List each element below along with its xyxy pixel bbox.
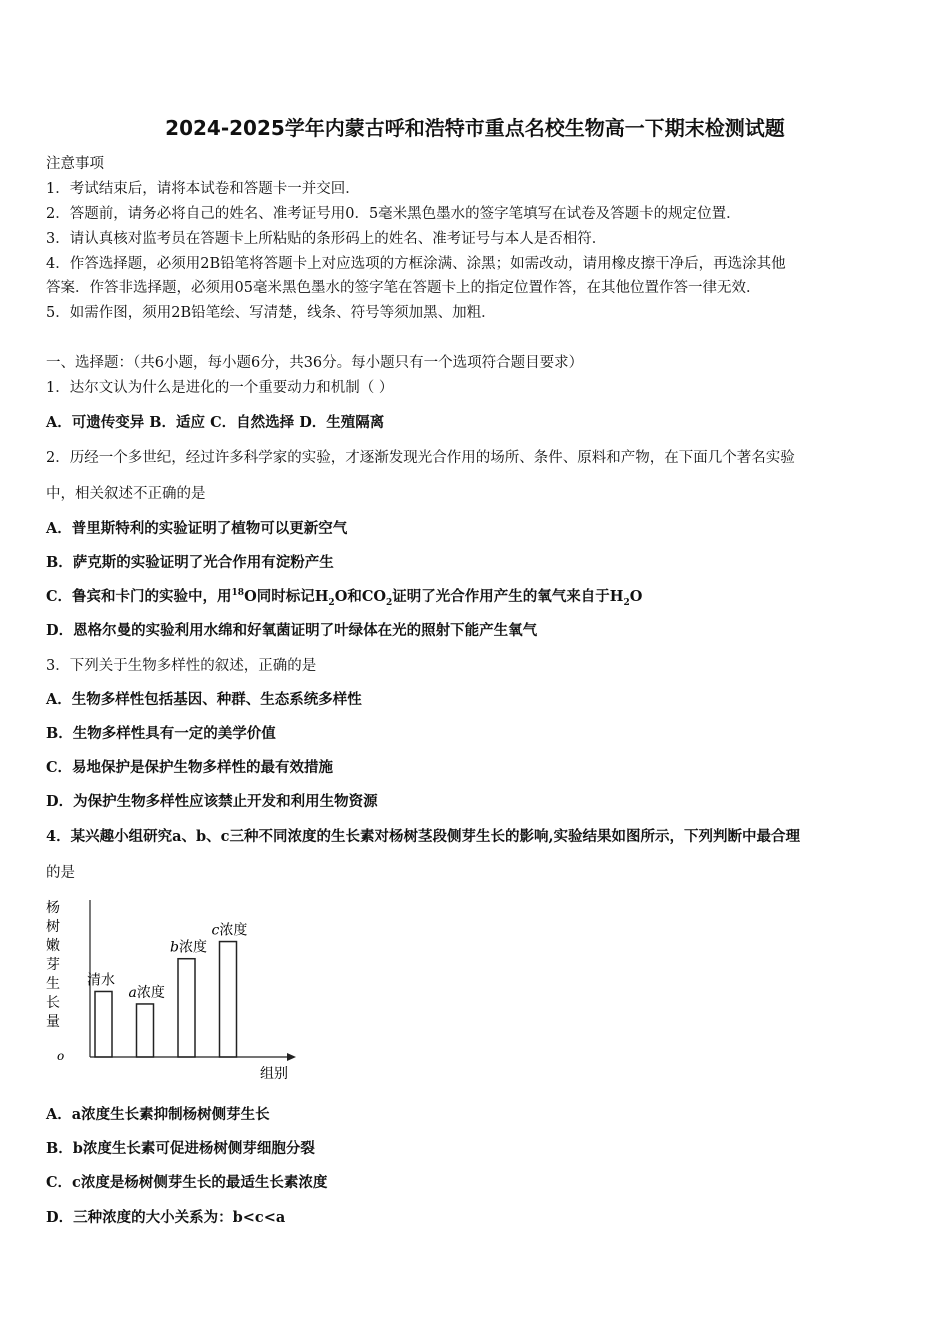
q3-option-a: A．生物多样性包括基因、种群、生态系统多样性 bbox=[46, 691, 362, 708]
y-label-char: 杨 bbox=[46, 900, 60, 916]
notice-heading: 注意事项 bbox=[46, 156, 104, 172]
y-label-char: 嫩 bbox=[46, 938, 60, 954]
q4-stem-cont: 的是 bbox=[46, 865, 75, 881]
q2-option-a: A．普里斯特利的实验证明了植物可以更新空气 bbox=[46, 520, 348, 537]
section-heading: 一、选择题：（共6小题，每小题6分，共36分。每小题只有一个选项符合题目要求） bbox=[46, 355, 584, 371]
bar-1 bbox=[95, 991, 112, 1057]
bar-3 bbox=[178, 959, 195, 1057]
bar-label-2: a浓度 bbox=[128, 984, 165, 1001]
y-axis-label bbox=[46, 899, 60, 1030]
notice-item-4-cont: 答案．作答非选择题，必须用05毫米黑色墨水的签字笔在答题卡上的指定位置作答，在其他位置作答一律无效． bbox=[46, 280, 761, 296]
bars bbox=[87, 922, 247, 1057]
bar-chart bbox=[44, 892, 304, 1087]
page-title: 2024-2025学年内蒙古呼和浩特市重点名校生物高一下期末检测试题 bbox=[165, 116, 785, 140]
q2-stem-cont: 中，相关叙述不正确的是 bbox=[46, 486, 206, 502]
x-axis-label: 组别 bbox=[260, 1066, 288, 1082]
bar-label-1: 清水 bbox=[87, 972, 115, 989]
q2-option-c: C．鲁宾和卡门的实验中，用$^{18}$O同时标记$H_2O$和$CO_2$证明了光合作用产生的氧气来自于$H_2O$ bbox=[46, 588, 643, 608]
bar-label-3: b浓度 bbox=[170, 939, 207, 956]
notice-item-1: 1．考试结束后，请将本试卷和答题卡一并交回． bbox=[46, 181, 360, 197]
q3-stem: 3．下列关于生物多样性的叙述，正确的是 bbox=[46, 658, 317, 674]
q3-option-d: D．为保护生物多样性应该禁止开发和利用生物资源 bbox=[46, 793, 378, 810]
bar-label-4: c浓度 bbox=[211, 922, 248, 939]
y-label-char: 长 bbox=[46, 995, 60, 1011]
q1-stem: 1．达尔文认为什么是进化的一个重要动力和机制（ ） bbox=[46, 380, 394, 396]
y-label-char: 树 bbox=[46, 919, 60, 935]
notice-item-2: 2．答题前，请务必将自己的姓名、准考证号用0．5毫米黑色墨水的签字笔填写在试卷及答题卡的规定位置． bbox=[46, 206, 741, 222]
y-label-char: 芽 bbox=[46, 957, 60, 973]
x-axis-arrow bbox=[287, 1053, 296, 1061]
y-label-char: 量 bbox=[46, 1014, 60, 1030]
q2-option-d: D．恩格尔曼的实验利用水绵和好氧菌证明了叶绿体在光的照射下能产生氧气 bbox=[46, 622, 538, 639]
q2-stem: 2．历经一个多世纪，经过许多科学家的实验，才逐渐发现光合作用的场所、条件、原料和产物，在下面几个著名实验 bbox=[46, 450, 795, 466]
q4-stem: 4．某兴趣小组研究a、b、c三种不同浓度的生长素对杨树茎段侧芽生长的影响,实验结果如图所示，下列判断中最合理 bbox=[46, 828, 800, 845]
q1-options: A．可遗传变异 B．适应 C．自然选择 D．生殖隔离 bbox=[46, 414, 385, 431]
y-label-char: 生 bbox=[46, 976, 60, 992]
q4-option-d: D．三种浓度的大小关系为：b<c<a bbox=[46, 1209, 286, 1226]
origin-label: o bbox=[57, 1049, 65, 1063]
notice-item-3: 3．请认真核对监考员在答题卡上所粘贴的条形码上的姓名、准考证号与本人是否相符． bbox=[46, 231, 607, 247]
q3-option-c: C．易地保护是保护生物多样性的最有效措施 bbox=[46, 759, 334, 776]
q4-option-a: A．a浓度生长素抑制杨树侧芽生长 bbox=[46, 1106, 270, 1123]
notice-item-5: 5．如需作图，须用2B铅笔绘、写清楚，线条、符号等须加黑、加粗． bbox=[46, 305, 496, 321]
bar-2 bbox=[137, 1004, 154, 1057]
q4-option-c: C．c浓度是杨树侧芽生长的最适生长素浓度 bbox=[46, 1174, 328, 1191]
notice-item-4: 4．作答选择题，必须用2B铅笔将答题卡上对应选项的方框涂满、涂黑；如需改动，请用橡皮擦干净后，再选涂其他 bbox=[46, 256, 786, 272]
q4-option-b: B．b浓度生长素可促进杨树侧芽细胞分裂 bbox=[46, 1140, 315, 1157]
q2-option-b: B．萨克斯的实验证明了光合作用有淀粉产生 bbox=[46, 554, 334, 571]
q3-option-b: B．生物多样性具有一定的美学价值 bbox=[46, 725, 276, 742]
bar-4 bbox=[220, 942, 237, 1057]
